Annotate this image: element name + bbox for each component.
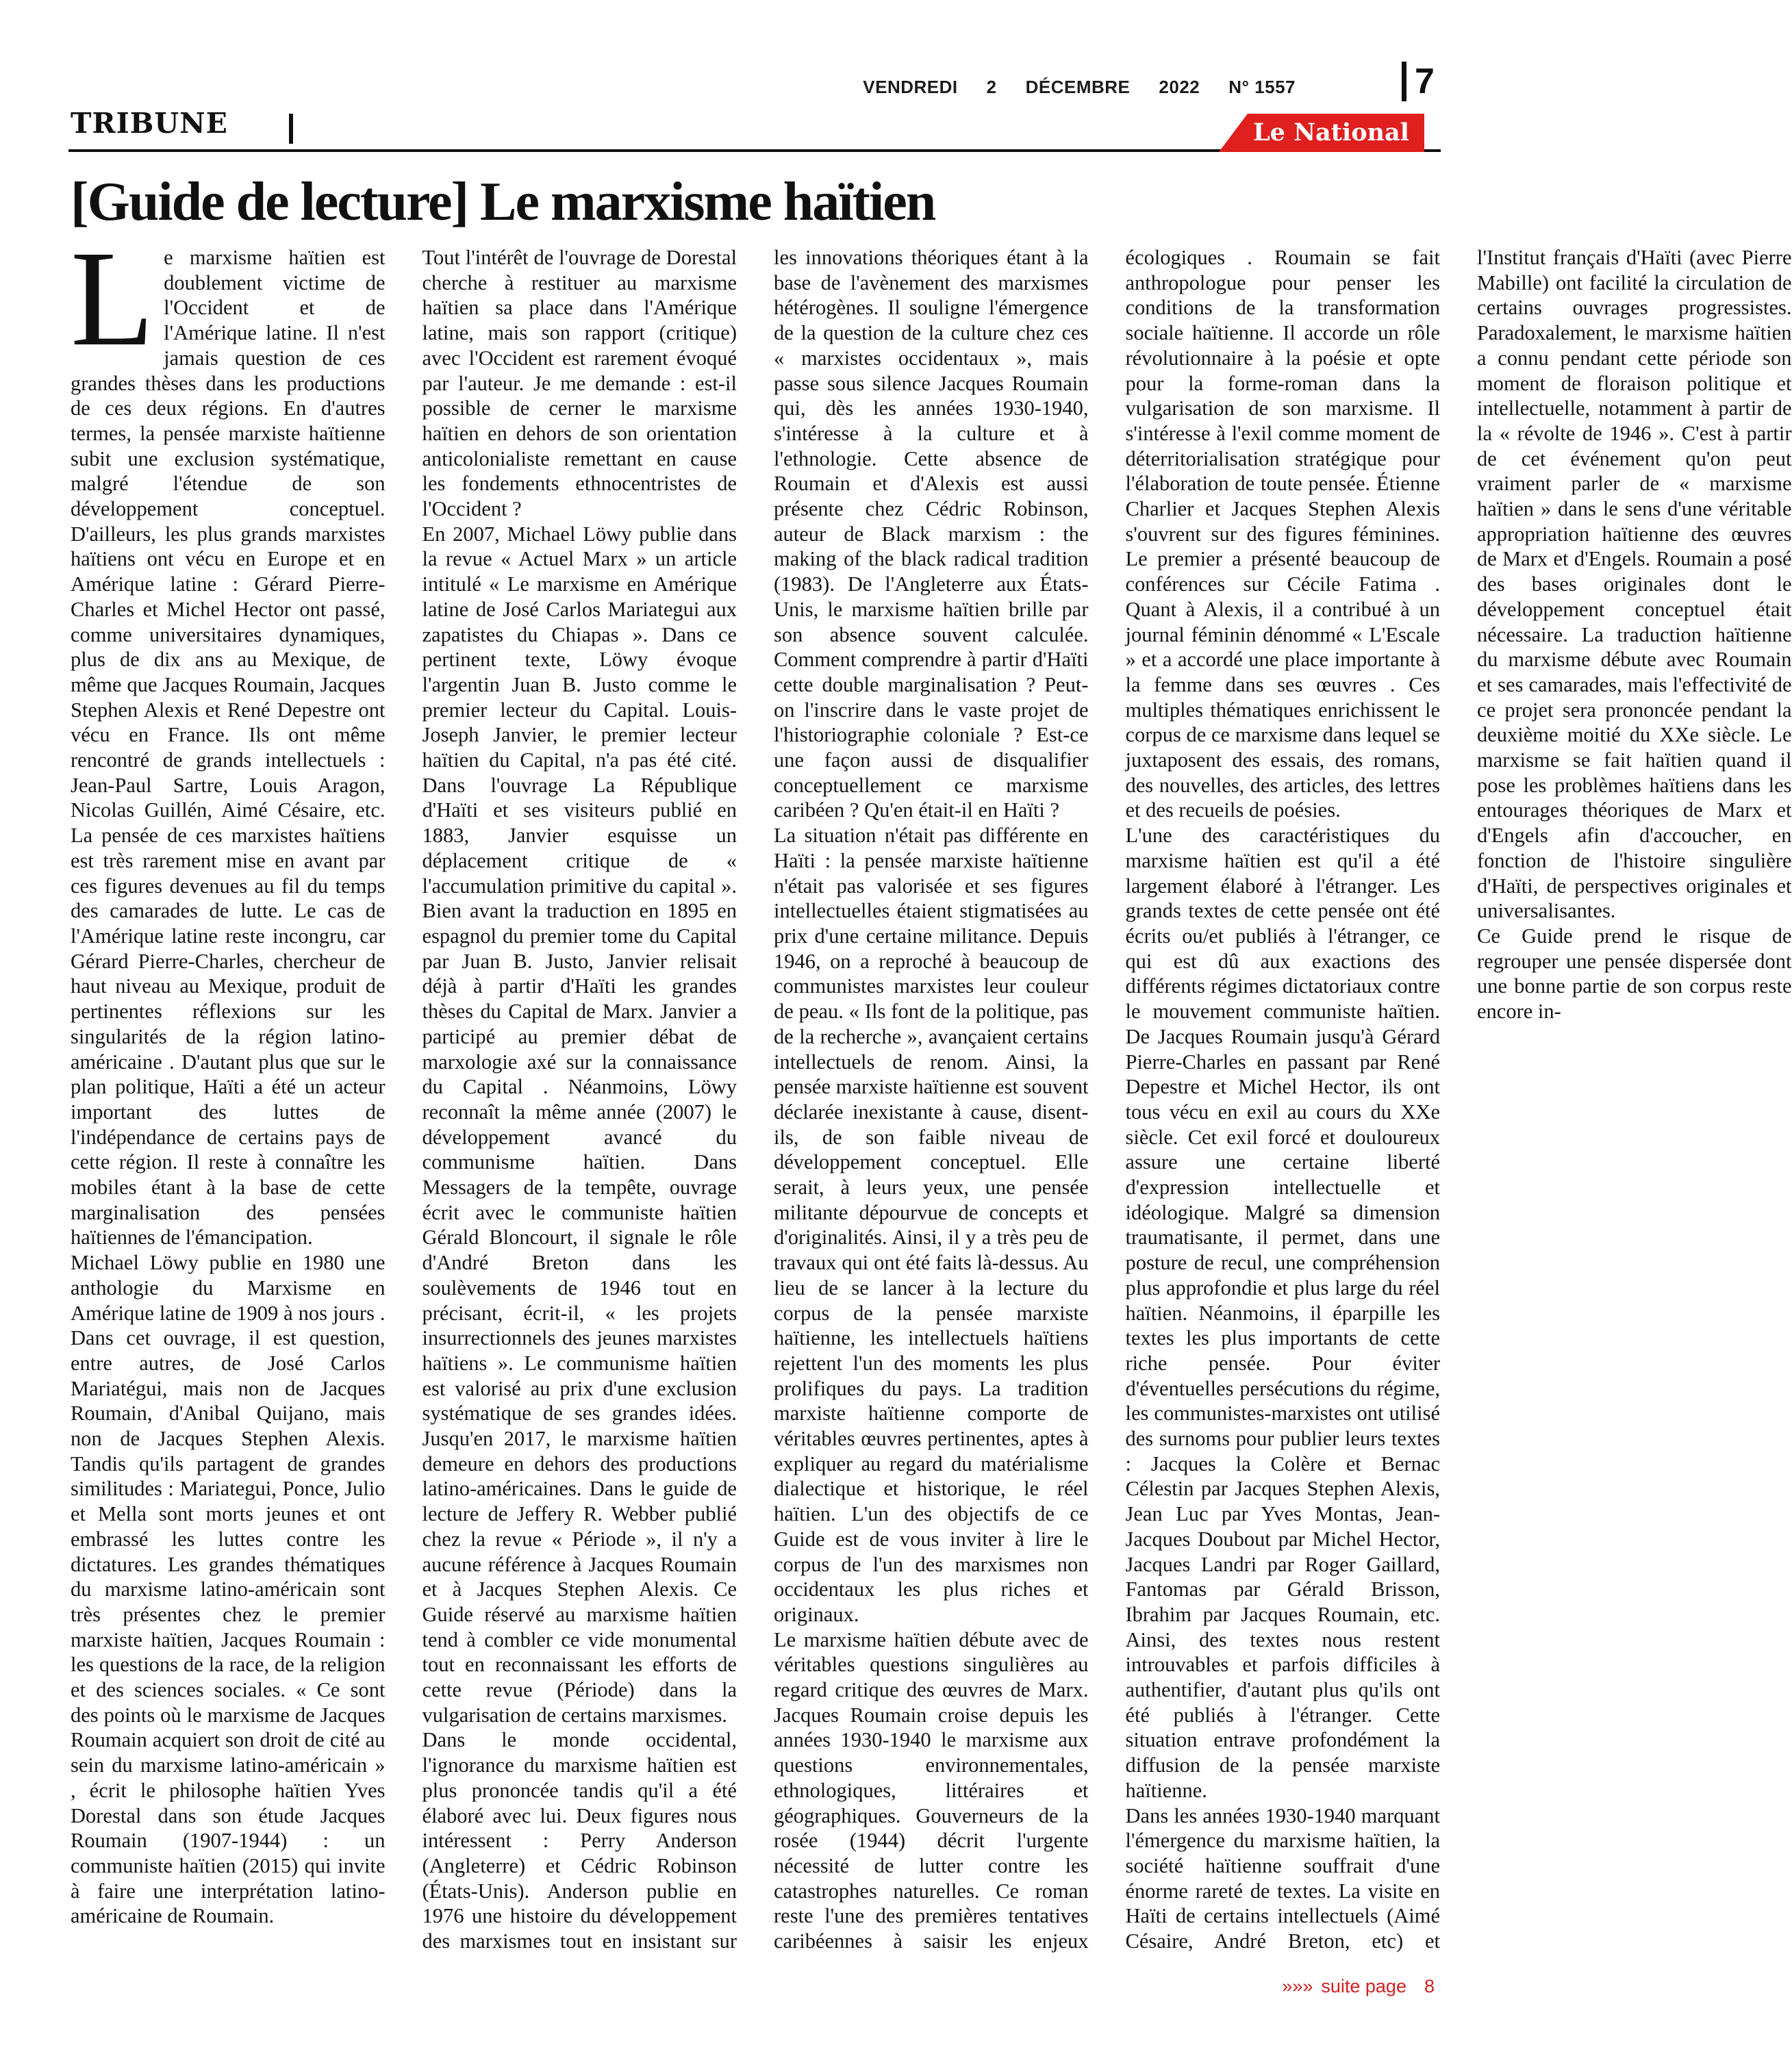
article-body xyxy=(71,223,1792,1957)
page-number-divider xyxy=(1402,62,1406,101)
issue-year: 2022 xyxy=(1159,77,1200,97)
issue-number: N° 1557 xyxy=(1228,77,1296,97)
page-number: 7 xyxy=(1415,62,1435,101)
continued-page-number: 8 xyxy=(1424,1976,1435,1996)
article-paragraph: Dans les années 1930-1940 marquant l'émergence du marxisme haïtien, la société haïtienne souffrait d'une énorme rareté de textes. La visite en Haïti de certains intellectuels (Aimé Césaire, André Breton, etc) et l'Institut français d'Haïti (avec Pierre Mabille) ont facilité la circulation de certains ouvrages progressistes. Paradoxalement, le marxisme haïtien a connu pendant cette période son moment de floraison politique et intellectuelle, notamment à partir de la « révolte de 1946 ». C'est à partir de cet événement qu'on peut vraiment parler de « marxisme haïtien » dans le sens d'une véritable appropriation haïtienne des œuvres de Marx et d'Engels. Roumain a posé des bases originales dont le développement conceptuel était nécessaire. La traduction haïtienne du marxisme débute avec Roumain et ses camarades, mais l'effectivité de ce projet sera prononcée pendant la deuxième moitié du XXe siècle. Le marxisme se fait haïtien quand il pose les problèmes haïtiens dans les entourages théoriques de Marx et d'Engels afin d'accoucher, en fonction de l'histoire singulière d'Haïti, de perspectives originales et universalisantes. xyxy=(1125,246,1792,1953)
article-paragraph: Michael Löwy publie en 1980 une anthologie du Marxisme en Amérique latine de 1909 à nos jours . Dans cet ouvrage, il est question, entre autres, de José Carlos Mariatégui, mais non de Jacques Roumain, d'Anibal Quijano, mais non de Jacques Stephen Alexis. Tandis qu'ils partagent de grandes similitudes : Mariategui, Ponce, Julio et Mella sont morts jeunes et ont embrassé les luttes contre les dictatures. Les grandes thématiques du marxisme latino-américain sont très présentes chez le premier marxiste haïtien, Jacques Roumain : les questions de la race, de la religion et des sciences sociales. « Ce sont des points où le marxisme de Jacques Roumain acquiert son droit de cité au sein du marxisme latino-américain » , écrit le philosophe haïtien Yves Dorestal dans son étude Jacques Roumain (1907-1944) : un communiste haïtien (2015) qui invite à faire une interprétation latino-américaine de Roumain. xyxy=(71,1251,386,1928)
issue-date-number: 2 xyxy=(986,77,997,97)
article-paragraph: En 2007, Michael Löwy publie dans la revue « Actuel Marx » un article intitulé « Le marxisme en Amérique latine de José Carlos Mariategui aux zapatistes du Chiapas ». Dans ce pertinent texte, Löwy évoque l'argentin Juan B. Justo comme le premier lecteur du Capital. Louis-Joseph Janvier, le premier lecteur haïtien du Capital, n'a pas été cité. Dans l'ouvrage La République d'Haïti et ses visiteurs publié en 1883, Janvier esquisse un déplacement critique de « l'accumulation primitive du capital ». Bien avant la traduction en 1895 en espagnol du premier tome du Capital par Juan B. Justo, Janvier relisait déjà à partir d'Haïti les grandes thèses du Capital de Marx. Janvier a participé au premier débat de marxologie axé sur la connaissance du Capital . Néanmoins, Löwy reconnaît la même année (2007) le développement avancé du communisme haïtien. Dans Messagers de la tempête, ouvrage écrit avec le communiste haïtien Gérald Bloncourt, il signale le rôle d'André Breton dans les soulèvements de 1946 tout en précisant, écrit-il, « les projets insurrectionnels des jeunes marxistes haïtiens ». Le communisme haïtien est valorisé au prix d'une exclusion systématique de ses grandes idées. Jusqu'en 2017, le marxisme haïtien demeure en dehors des productions latino-américaines. Dans le guide de lecture de Jeffery R. Webber publié chez la revue « Période », il n'y a aucune référence à Jacques Roumain et à Jacques Stephen Alexis. Ce Guide réservé au marxisme haïtien tend à combler ce vide monumental tout en reconnaissant les efforts de cette revue (Période) dans la vulgarisation de certains marxismes. xyxy=(422,522,737,1727)
issue-date xyxy=(863,77,1296,98)
issue-day: VENDREDI xyxy=(863,77,958,97)
article-paragraph: L'une des caractéristiques du marxisme haïtien est qu'il a été largement élaboré à l'étranger. Les grands textes de cette pensée ont été écrits ou/et publiés à l'étranger, ce qui est dû aux exactions des différents régimes dictatoriaux contre le mouvement communiste haïtien. De Jacques Roumain jusqu'à Gérard Pierre-Charles en passant par René Depestre et Michel Hector, ils ont tous vécu en exil au cours du XXe siècle. Cet exil forcé et douloureux assure une certaine liberté d'expression intellectuelle et idéologique. Malgré sa dimension traumatisante, il permet, dans une posture de recul, une compréhension plus approfondie et plus large du réel haïtien. Néanmoins, il éparpille les textes les plus importants de cette riche pensée. Pour éviter d'éventuelles persécutions du régime, les communistes-marxistes ont utilisé des surnoms pour publier leurs textes : Jacques la Colère et Bernac Célestin par Jacques Stephen Alexis, Jean Luc par Yves Montas, Jean-Jacques Doubout par Michel Hector, Jacques Landri par Roger Gaillard, Fantomas par Gérald Brisson, Ibrahim par Jacques Roumain, etc. Ainsi, des textes nous restent introuvables et parfois difficiles à authentifier, d'autant plus qu'ils ont été publiés à l'étranger. Cette situation entrave profondément la diffusion de la pensée marxiste haïtienne. xyxy=(1125,824,1440,1802)
continued-link[interactable] xyxy=(1282,1976,1435,1997)
article-paragraph: Le marxisme haïtien débute avec de véritables questions singulières au regard critique des œuvres de Marx. Jacques Roumain croise depuis les années 1930-1940 le marxisme aux questions environnementales, ethnologiques, littéraires et géographiques. Gouverneurs de la rosée (1944) décrit l'urgente nécessité de lutter contre les catastrophes naturelles. Ce roman reste l'une des premières tentatives caribéennes à saisir les enjeux écologiques . Roumain se fait anthropologue pour penser les conditions de la transformation sociale haïtienne. Il accorde un rôle révolutionnaire à la poésie et opte pour la forme-roman dans la vulgarisation de son marxisme. Il s'intéresse à l'exil comme moment de déterritorialisation stratégique pour l'élaboration de toute pensée. Étienne Charlier et Jacques Stephen Alexis s'ouvrent sur des figures féminines. Le premier a présenté beaucoup de conférences sur Cécile Fatima . Quant à Alexis, il a contribué à un journal féminin dénommé « L'Escale » et a accordé une place importante à la femme dans ses œuvres . Ces multiples thématiques enrichissent le corpus de ce marxisme dans lequel se juxtaposent des essais, des romans, des nouvelles, des articles, des lettres et des recueils de poésies. xyxy=(774,246,1440,1953)
section-divider xyxy=(289,114,293,144)
article-paragraph xyxy=(71,223,386,1250)
article-paragraph: La situation n'était pas différente en Haïti : la pensée marxiste haïtienne n'était pas valorisée et ses figures intellectuelles étaient stigmatisées au prix d'une certaine militance. Depuis 1946, on a reproché à beaucoup de communistes marxistes leur couleur de peau. « Ils font de la politique, pas de la recherche », avançaient certains intellectuels de renom. Ainsi, la pensée marxiste haïtienne est souvent déclarée inexistante à cause, disent-ils, de son faible niveau de développement conceptuel. Elle serait, à leurs yeux, une pensée militante dépourvue de concepts et d'originalités. Ainsi, il y a très peu de travaux qui ont été faits là-dessus. Au lieu de se lancer à la lecture du corpus de la pensée marxiste haïtienne, les intellectuels haïtiens rejettent l'un des moments les plus prolifiques du pays. La tradition marxiste haïtienne comporte de véritables œuvres pertinentes, aptes à expliquer au regard du matérialisme dialectique et historique, le réel haïtien. L'un des objectifs de ce Guide est de vous inviter à lire le corpus de l'un des marxismes non occidentaux les plus riches et originaux. xyxy=(774,824,1089,1626)
arrows-icon: »»» xyxy=(1282,1976,1313,1996)
article-paragraph: Tout l'intérêt de l'ouvrage de Dorestal cherche à restituer au marxisme haïtien sa place dans l'Amérique latine, mais son rapport (critique) avec l'Occident est rarement évoqué par l'auteur. Je me demande : est-il possible de cerner le marxisme haïtien en dehors de son orientation anticolonialiste remettant en cause les fondements ethnocentristes de l'Occident ? xyxy=(422,246,737,521)
drop-cap: L xyxy=(71,223,155,375)
continued-label: suite page xyxy=(1321,1976,1406,1996)
article-paragraph-text: e marxisme haïtien est doublement victime de l'Occident et de l'Amérique latine. Il n'est jamais question de ces grandes thèses dans les productions de ces deux régions. En d'autres termes, la pensée marxiste haïtienne subit une exclusion systématique, malgré l'étendue de son développement conceptuel. D'ailleurs, les plus grands marxistes haïtiens ont vécu en Europe et en Amérique latine : Gérard Pierre-Charles et Michel Hector ont passé, comme universitaires dynamiques, plus de dix ans au Mexique, de même que Jacques Roumain, Jacques Stephen Alexis et René Depestre ont vécu en France. Ils ont même rencontré de grands intellectuels : Jean-Paul Sartre, Louis Aragon, Nicolas Guillén, Aimé Césaire, etc. La pensée de ces marxistes haïtiens est très rarement mise en avant par ces figures devenues au fil du temps des camarades de lutte. Le cas de l'Amérique latine reste incongru, car Gérard Pierre-Charles, chercheur de haut niveau au Mexique, produit de pertinentes réflexions sur les singularités de la région latino-américaine . D'autant plus que sur le plan politique, Haïti a été un acteur important des luttes de l'indépendance de certains pays de cette région. Il reste à connaître les mobiles étant à la base de cette marginalisation des pensées haïtiennes de l'émancipation. xyxy=(71,246,386,1250)
issue-month: DÉCEMBRE xyxy=(1025,77,1131,97)
publication-name: Le National xyxy=(1253,118,1409,147)
section-label: TRIBUNE xyxy=(71,107,228,140)
article-paragraph: Ce Guide prend le risque de regrouper une pensée dispersée dont une bonne partie de son corpus reste encore in- xyxy=(1477,924,1792,1024)
article-paragraph: Dans le monde occidental, l'ignorance du marxisme haïtien est plus prononcée tandis qu'il a été élaboré avec lui. Deux figures nous intéressent : Perry Anderson (Angleterre) et Cédric Robinson (États-Unis). Anderson publie en 1976 une histoire du développement des marxismes tout en insistant sur les innovations théoriques étant à la base de l'avènement des marxismes hétérogènes. Il souligne l'émergence de la question de la culture chez ces « marxistes occidentaux », mais passe sous silence Jacques Roumain qui, dès les années 1930-1940, s'intéresse à la culture et à l'ethnologie. Cette absence de Roumain et d'Alexis est aussi présente chez Cédric Robinson, auteur de Black marxism : the making of the black radical tradition (1983). De l'Angleterre aux États-Unis, le marxisme haïtien brille par son absence souvent calculée. Comment comprendre à partir d'Haïti cette double marginalisation ? Peut-on l'inscrire dans le vaste projet de l'historiographie coloniale ? Est-ce une façon aussi de disqualifier conceptuellement ce marxisme caribéen ? Qu'en était-il en Haïti ? xyxy=(422,246,1089,1953)
article-title: [Guide de lecture] Le marxisme haïtien xyxy=(71,172,935,232)
